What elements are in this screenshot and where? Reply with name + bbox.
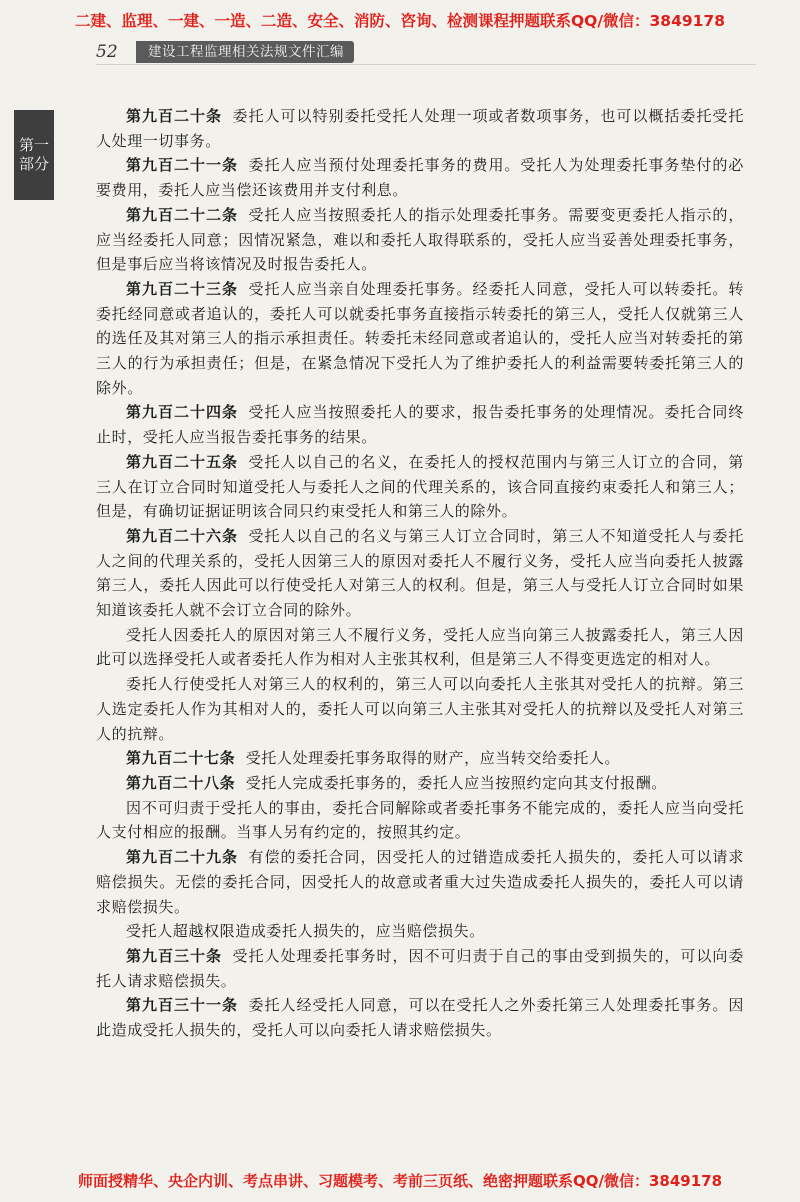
paragraph-text: 有偿的委托合同，因受托人的过错造成委托人损失的，委托人可以请求赔偿损失。无偿的委托合同，因受托人的故意或者重大过失造成委托人损失的，委托人可以请求赔偿损失。 [96,848,744,916]
article-number: 第九百二十条 [126,107,222,125]
top-promo-banner: 二建、监理、一建、一造、二造、安全、消防、咨询、检测课程押题联系QQ/微信：3849178 [74,12,725,30]
paragraph [96,746,744,771]
article-number: 第九百二十八条 [126,773,236,792]
paragraph-text: 因不可归责于受托人的事由，委托合同解除或者委托事务不能完成的，委托人应当向受托人支付相应的报酬。当事人另有约定的，按照其约定。 [96,798,744,842]
paragraph [96,845,744,919]
bottom-promo-banner: 师面授精华、央企内训、考点串讲、习题模考、考前三页纸、绝密押题联系QQ/微信：3849178 [77,1172,723,1190]
paragraph-text: 受托人处理委托事务取得的财产，应当转交给委托人。 [245,749,621,768]
paragraph [96,104,744,153]
article-number: 第九百三十一条 [126,996,238,1015]
paragraph [96,771,744,796]
paragraph [96,524,744,623]
paragraph [96,450,744,524]
paragraph [96,944,744,993]
paragraph [96,623,744,672]
paragraph-text: 委托人应当预付处理委托事务的费用。受托人为处理委托事务垫付的必要费用，委托人应当偿还该费用并支付利息。 [96,156,744,200]
paragraph-text: 受托人以自己的名义与第三人订立合同时，第三人不知道受托人与委托人之间的代理关系的，受托人因第三人的原因对委托人不履行义务，受托人应当向委托人披露第三人，委托人因此可以行使受托人对第三人的权利。但是，第三人与受托人订立合同时如果知道该委托人就不会订立合同的除外。 [96,526,744,620]
article-number: 第九百二十三条 [126,279,238,298]
page-header [96,40,354,64]
book-title: 建设工程监理相关法规文件汇编 [136,41,354,63]
article-number: 第九百二十七条 [126,749,236,768]
page-number: 52 [96,42,118,62]
paragraph [96,277,744,401]
paragraph [96,203,744,277]
article-number: 第九百二十五条 [126,452,238,471]
paragraph [96,400,744,449]
article-number: 第九百二十一条 [126,156,238,175]
paragraph-text: 受托人应当按照委托人的指示处理委托事务。需要变更委托人指示的，应当经委托人同意；因情况紧急，难以和委托人取得联系的，受托人应当妥善处理委托事务，但是事后应当将该情况及时报告委托人。 [96,205,744,274]
section-side-tab [14,110,54,200]
paragraph [96,153,744,202]
paragraph-text: 受托人应当按照委托人的要求，报告委托事务的处理情况。委托合同终止时，受托人应当报告委托事务的结果。 [96,403,744,447]
article-number: 第九百二十四条 [126,403,238,422]
section-side-tab-label: 第一部分 [18,136,49,173]
paragraph-text: 委托人行使受托人对第三人的权利的，第三人可以向委托人主张其对受托人的抗辩。第三人选定委托人作为其相对人的，委托人可以向第三人主张其对受托人的抗辩以及受托人对第三人的抗辩。 [96,675,744,743]
article-number: 第九百二十六条 [126,526,238,545]
article-body [96,104,744,1043]
paragraph [96,919,744,944]
paragraph-text: 受托人因委托人的原因对第三人不履行义务，受托人应当向第三人披露委托人，第三人因此可以选择受托人或者委托人作为相对人主张其权利，但是第三人不得变更选定的相对人。 [96,625,744,669]
paragraph [96,796,744,845]
article-number: 第九百二十二条 [126,205,238,224]
article-number: 第九百二十九条 [126,848,238,867]
paragraph [96,993,744,1042]
paragraph-text: 受托人处理委托事务时，因不可归责于自己的事由受到损失的，可以向委托人请求赔偿损失。 [96,946,744,990]
paragraph-text: 委托人可以特别委托受托人处理一项或者数项事务，也可以概括委托受托人处理一切事务。 [96,107,744,150]
paragraph-text: 受托人超越权限造成委托人损失的，应当赔偿损失。 [126,922,485,941]
header-divider [96,64,756,65]
paragraph-text: 受托人应当亲自处理委托事务。经委托人同意，受托人可以转委托。转委托经同意或者追认的，委托人可以就委托事务直接指示转委托的第三人，受托人仅就第三人的选任及其对第三人的指示承担责任。转委托未经同意或者追认的，受托人应当对转委托的第三人的行为承担责任；但是，在紧急情况下受托人为了维护委托人的利益需要转委托第三人的除外。 [96,279,744,397]
paragraph-text: 受托人以自己的名义，在委托人的授权范围内与第三人订立的合同，第三人在订立合同时知道受托人与委托人之间的代理关系的，该合同直接约束委托人和第三人；但是，有确切证据证明该合同只约束受托人和第三人的除外。 [96,452,744,521]
paragraph-text: 委托人经受托人同意，可以在受托人之外委托第三人处理委托事务。因此造成受托人损失的，受托人可以向委托人请求赔偿损失。 [96,996,744,1040]
article-number: 第九百三十条 [126,946,222,965]
paragraph-text: 受托人完成委托事务的，委托人应当按照约定向其支付报酬。 [245,773,667,792]
paragraph [96,672,744,746]
